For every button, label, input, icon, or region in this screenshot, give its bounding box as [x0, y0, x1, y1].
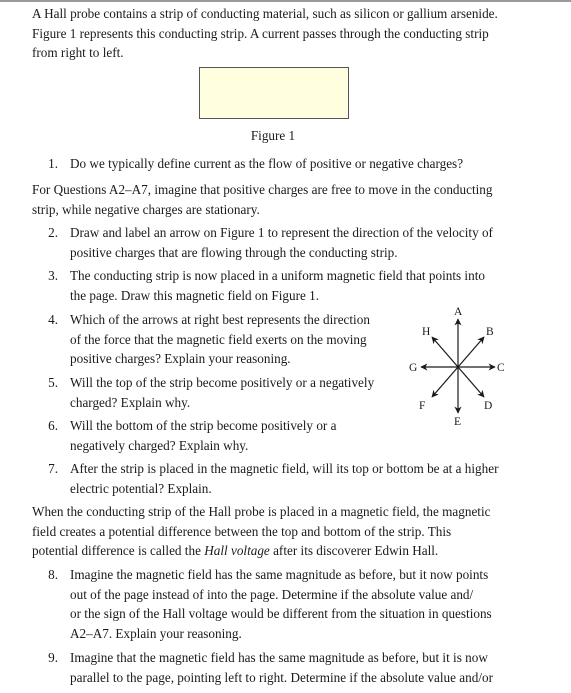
arrow-b: [458, 337, 484, 367]
hall-voltage-paragraph: When the conducting strip of the Hall probe is placed in a magnetic field, the magnetic field creates a potential difference between the top and bottom of the strip. This potential difference is called the Hall voltage after its discoverer Edwin Hall.: [32, 504, 491, 558]
label-a: A: [454, 306, 463, 318]
label-h: H: [422, 326, 431, 338]
arrow-d: [458, 367, 484, 397]
label-c: C: [497, 362, 505, 374]
instructions-paragraph: For Questions A2–A7, imagine that positive charges are free to move in the conducting strip, while negative charges are stationary.: [32, 182, 493, 217]
intro-paragraph: A Hall probe contains a strip of conducting material, such as silicon or gallium arsenide. Figure 1 represents this conducting strip. A current passes through the conducting strip from right to left.: [32, 6, 498, 60]
figure-caption: Figure 1: [250, 128, 296, 143]
arrow-f: [432, 367, 458, 397]
force-direction-arrows: [398, 305, 558, 455]
label-g: G: [409, 362, 418, 374]
label-d: D: [484, 400, 493, 412]
worksheet-page: A Hall probe contains a strip of conducting material, such as silicon or gallium arsenide. Figure 1 represents this conducting strip. A current passes through the conducting strip from right to left. Figure 1 1. Do we typically define current as the flow of positive or negative charges? For Questions A2–A7, imagine that positive charges are free to move in the conducting strip, while negative charges are stationary. 2. Draw and label an arrow on Figure 1 to represent the direction of the velocity of positive charges that are flowing through the conducting strip. 3. The conducting strip is now placed in a uniform magnetic field that points into the page. Draw this magnetic field on Figure 1. 4. Which of the arrows at right best represents the direction of the force that the magnetic field exerts on the moving positive charges? Explain your reasoning. 5. Will the top of the strip become positively or a negatively charged? Explain why. 6. Will the bottom of the strip become positively or a negatively charged? Explain why. A B C D E F G H 7. After the strip is placed in the magnetic field, will its top or bottom be at a higher electric potential? Explain. When the conducting strip of the Hall probe is placed in a magnetic field, the magnetic field creates a potential difference between the top and bottom of the strip. This potential difference is called the Hall voltage after its discoverer Edwin Hall. 8. Imagine the magnetic field has the same magnitude as before, but it now points out of the page instead of into the page. Determine if the absolute value and/ or the sign of the Hall voltage would be different from the situation in questions A2–A7. Explain your reasoning. 9. Imagine that the magnetic field has the same magnitude as before, but it is now parallel to the page, pointing left to right. Determine if the absolute value and/or: [0, 0, 571, 693]
arrow-h: [432, 337, 458, 367]
label-e: E: [454, 416, 462, 428]
top-rule: [0, 0, 571, 2]
label-b: B: [486, 326, 494, 338]
label-f: F: [419, 400, 426, 412]
figure-1-strip: [199, 67, 349, 119]
